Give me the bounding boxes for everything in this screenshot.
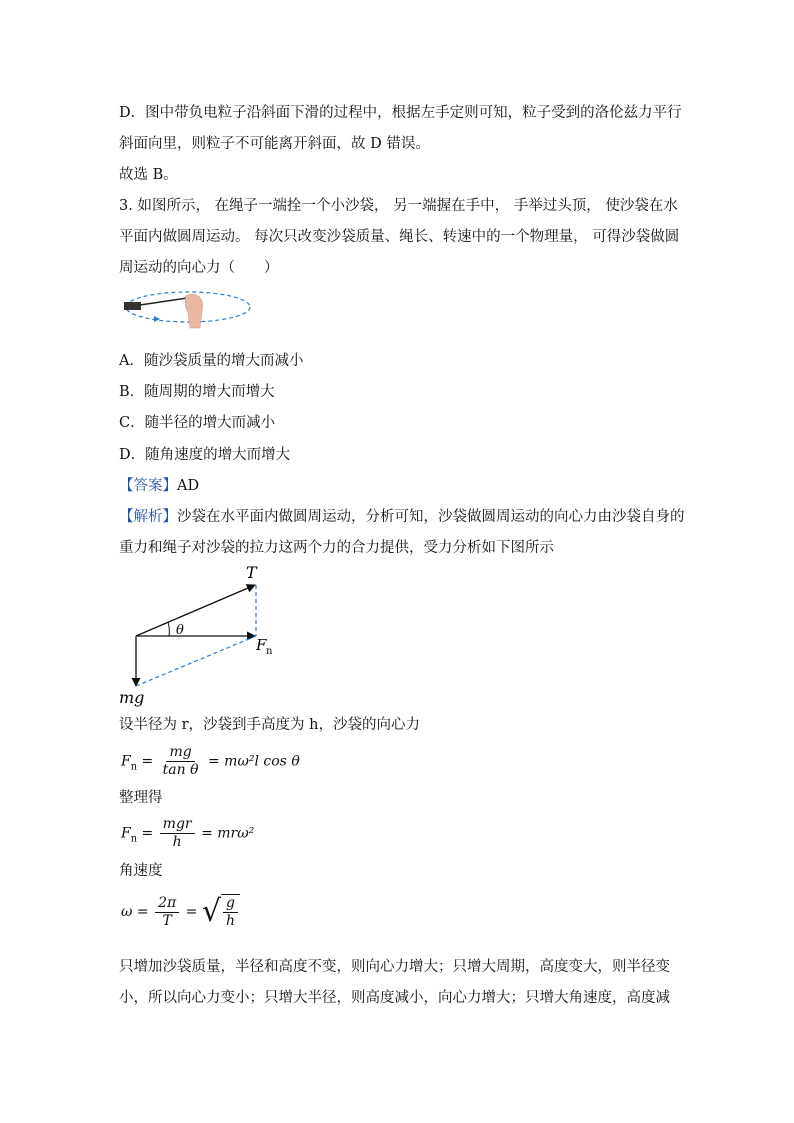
equation-1: $F_n$ = $\frac{mg}{\text{tan θ}}$ = mω²l cos θ [121,744,300,778]
option-c: C．随半径的增大而减小 [119,415,276,431]
force-diagram [115,562,285,711]
solution-d-line-2: 斜面向里，则粒子不可能离开斜面，故 D 错误。 [119,136,430,152]
label-t: T [246,563,257,582]
radical-icon: √ [201,894,221,929]
option-a: A．随沙袋质量的增大而减小 [119,353,304,369]
question-3-line-2: 平面内做圆周运动。 每次只改变沙袋质量、绳长、转速中的一个物理量， 可得沙袋做圆 [119,229,680,245]
label-mg: mg [119,688,145,707]
equation-1-fraction: $\frac{mg}{\text{tan θ}}$ [162,744,199,778]
tension-vector [136,585,255,636]
equation-3-fraction: $\frac{2\pi}{T}$ [155,895,179,930]
answer-value: AD [177,478,200,494]
sandbag-icon [124,302,141,310]
analysis-line-2: 重力和绳子对沙袋的拉力这两个力的合力提供，受力分析如下图所示 [119,540,554,556]
answer-tag: 【答案】 [119,478,177,494]
final-line-1: 只增加沙袋质量，半径和高度不变，则向心力增大；只增大周期，高度变大，则半径变 [119,959,670,975]
equation-2: $F_n$ = $\frac{\text{mgr}}{h}$ = mrω² [121,816,255,850]
angular-label: 角速度 [119,863,163,879]
option-b: B．随周期的增大而增大 [119,384,275,400]
set-radius-line: 设半径为 r，沙袋到手高度为 h，沙袋的向心力 [119,717,420,733]
solution-d-line-1: D．图中带负电粒子沿斜面下滑的过程中，根据左手定则可知，粒子受到的洛伦兹力平行 [119,105,682,121]
analysis-tag: 【解析】 [119,509,177,525]
question-3-line-3: 周运动的向心力（ ） [119,260,279,276]
square-root: √ $\frac{g}{h}$ [202,894,240,930]
hand-icon [185,294,202,328]
analysis-line-1 [119,507,685,527]
final-line-2: 小，所以向心力变小；只增大半径，则高度减小，向心力增大；只增大角速度，高度减 [119,990,670,1006]
label-theta: θ [176,623,184,638]
question-3-line-1: 3. 如图所示， 在绳子一端拴一个小沙袋， 另一端握在手中， 手举过头顶， 使沙袋在水 [119,198,678,214]
dashed-diagonal-line [136,636,256,686]
equation-2-fraction: $\frac{\text{mgr}}{h}$ [160,816,195,851]
answer-line [119,476,199,496]
arrange-label: 整理得 [119,790,163,806]
choose-line: 故选 B。 [119,167,178,183]
equation-3: ω = $\frac{2\pi}{T}$ = √ $\frac{g}{h}$ [121,894,240,930]
label-fn: F [256,636,267,654]
angle-arc [168,622,169,636]
label-fn-sub: n [266,646,273,657]
direction-arrow-icon [154,316,160,322]
option-d: D．随角速度的增大而增大 [119,447,291,463]
sandbag-illustration [120,288,255,337]
analysis-text-1: 沙袋在水平面内做圆周运动，分析可知，沙袋做圆周运动的向心力由沙袋自身的 [177,509,685,525]
